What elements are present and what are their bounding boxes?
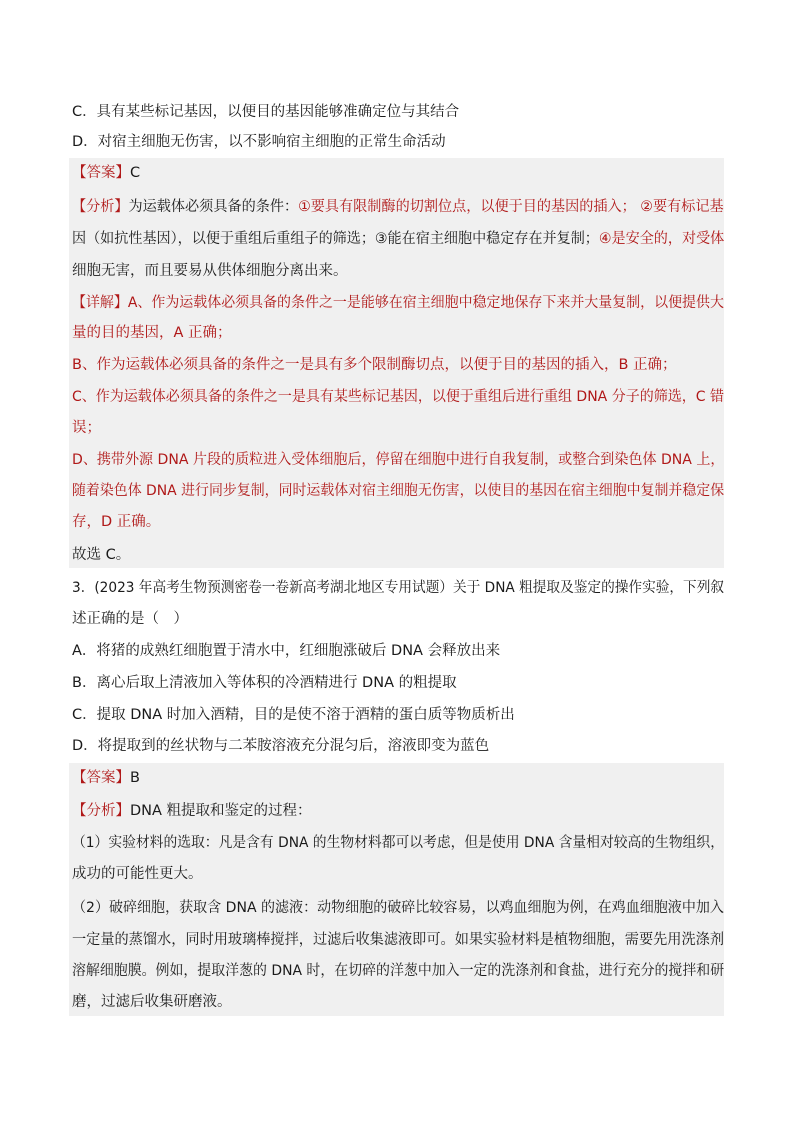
q2-analysis-line-1: 【分析】为运载体必须具备的条件：①要具有限制酶的切割位点，以便于目的基因的插入； ②要有标记基 <box>72 199 724 215</box>
q3-step2-line-3: 溶解细胞膜。例如，提取洋葱的 DNA 时，在切碎的洋葱中加入一定的洗涤剂和食盐，进行充分的搅拌和研 <box>72 963 725 979</box>
q3-step2-line-4: 磨，过滤后收集研磨液。 <box>72 994 232 1010</box>
q3-analysis-line: 【分析】DNA 粗提取和鉴定的过程： <box>72 803 312 819</box>
q2-detail-a-line-2: 量的目的基因，A 正确； <box>72 325 232 341</box>
q2-detail-c-line-2: 误； <box>72 420 101 436</box>
q2-analysis-line-2: 因（如抗性基因），以便于重组后重组子的筛选；③能在宿主细胞中稳定存在并复制；④是安全的，对受体 <box>72 231 725 247</box>
q2-detail-d-line-3: 存，D 正确。 <box>72 514 161 530</box>
q2-analysis-line-3: 细胞无害，而且要易从供体细胞分离出来。 <box>72 263 348 279</box>
q2-detail-a-line-1: 【详解】A、作为运载体必须具备的条件之一是能够在宿主细胞中稳定地保存下来并大量复制，以便提供大 <box>72 295 724 311</box>
q3-step1-line-2: 成功的可能性更大。 <box>72 866 203 882</box>
answer-value: B <box>130 770 140 786</box>
q2-detail-b: B、作为运载体必须具备的条件之一是具有多个限制酶切点，以便于目的基因的插入，B 正确； <box>72 357 677 373</box>
q2-option-d: D．对宿主细胞无伤害，以不影响宿主细胞的正常生命活动 <box>72 134 446 150</box>
q2-option-c: C．具有某些标记基因，以便目的基因能够准确定位与其结合 <box>72 104 460 120</box>
q2-detail-c-line-1: C、作为运载体必须具备的条件之一是具有某些标记基因，以便于重组后进行重组 DNA 分子的筛选，C 错 <box>72 389 724 405</box>
answer-value: C <box>130 165 141 181</box>
q3-step2-line-1: （2）破碎细胞，获取含 DNA 的滤液：动物细胞的破碎比较容易，以鸡血细胞为例，在鸡血细胞液中加入 <box>72 900 724 916</box>
q3-option-a: A．将猪的成熟红细胞置于清水中，红细胞涨破后 DNA 会释放出来 <box>72 643 501 659</box>
q3-step2-line-2: 一定量的蒸馏水，同时用玻璃棒搅拌，过滤后收集滤液即可。如果实验材料是植物细胞，需要先用洗涤剂 <box>72 932 724 948</box>
q2-answer-line <box>72 163 140 183</box>
q3-option-c: C．提取 DNA 时加入酒精，目的是使不溶于酒精的蛋白质等物质析出 <box>72 707 515 723</box>
detail-tag: 【详解】 <box>72 295 128 311</box>
q3-option-b: B．离心后取上清液加入等体积的冷酒精进行 DNA 的粗提取 <box>72 675 457 691</box>
answer-tag: 【答案】 <box>72 770 130 786</box>
analysis-tag: 【分析】 <box>72 803 130 819</box>
q3-step1-line-1: （1）实验材料的选取：凡是含有 DNA 的生物材料都可以考虑，但是使用 DNA 含量相对较高的生物组织， <box>72 835 725 851</box>
q3-stem-line-1: 3．(2023 年高考生物预测密卷一卷新高考湖北地区专用试题）关于 DNA 粗提取及鉴定的操作实验，下列叙 <box>72 580 725 596</box>
q3-option-d: D．将提取到的丝状物与二苯胺溶液充分混匀后，溶液即变为蓝色 <box>72 738 490 754</box>
answer-tag: 【答案】 <box>72 165 130 181</box>
q3-stem-line-2: 述正确的是（ ） <box>72 611 188 627</box>
q2-conclusion: 故选 C。 <box>72 547 131 563</box>
q2-detail-d-line-2: 随着染色体 DNA 进行同步复制，同时运载体对宿主细胞无伤害，以使目的基因在宿主细胞中复制并稳定保 <box>72 483 725 499</box>
analysis-tag: 【分析】 <box>72 199 129 215</box>
q3-answer-line <box>72 768 140 788</box>
q2-detail-d-line-1: D、携带外源 DNA 片段的质粒进入受体细胞后，停留在细胞中进行自我复制，或整合到染色体 DNA 上， <box>72 452 725 468</box>
